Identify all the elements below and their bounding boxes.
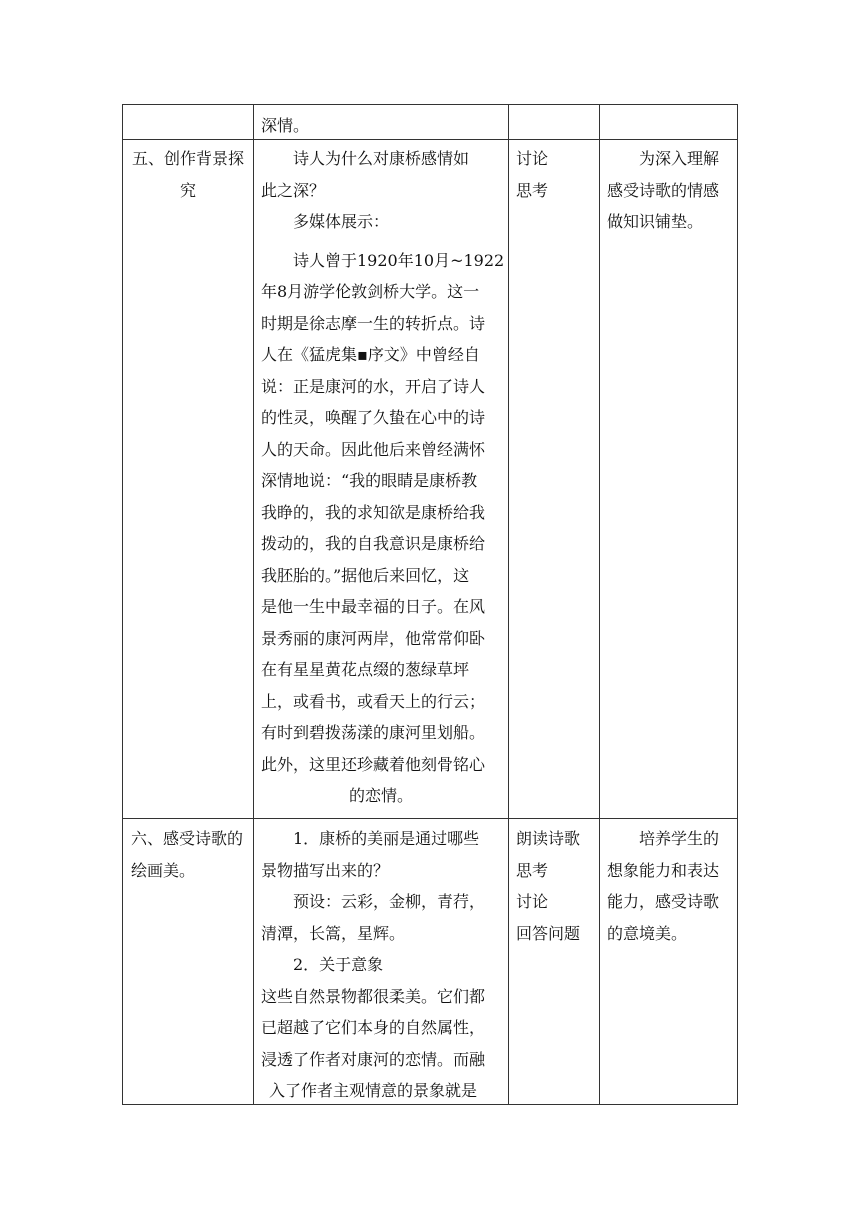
stage-cell — [123, 143, 253, 206]
activity-line: 讨论 — [516, 149, 549, 168]
intent-line: 想象能力和表达 — [607, 860, 720, 880]
activity-line: 回答问题 — [516, 923, 581, 943]
content-line: 景物描写出来的？ — [261, 860, 390, 880]
content-line: 已超越了它们本身的自然属性， — [261, 1018, 486, 1037]
background-text-line: 的恋情。 — [348, 786, 413, 805]
background-text-line: 上，或看书，或看天上的行云； — [261, 691, 486, 711]
background-text-line: 在有星星黄花点缀的葱绿草坪 — [261, 660, 470, 679]
content-line: 这些自然景物都很柔美。它们都 — [261, 986, 486, 1006]
content-line: 深情。 — [261, 116, 310, 135]
background-text-line: 诗人曾于1920年10月~1922 — [293, 250, 505, 270]
background-text-line: 我胚胎的。”据他后来回忆，这 — [261, 565, 470, 585]
background-text-line: 是他一生中最幸福的日子。在风 — [261, 597, 486, 616]
background-text-line: 说：正是康河的水，开启了诗人 — [261, 376, 486, 396]
background-text-line: 人的天命。因此他后来曾经满怀 — [261, 439, 486, 459]
activity-cell — [516, 143, 596, 206]
activity-line: 朗读诗歌 — [516, 829, 581, 848]
stage-line: 六、感受诗歌的 — [131, 829, 244, 848]
background-text-line: 拨动的，我的自我意识是康桥给 — [261, 534, 486, 553]
activity-line: 讨论 — [516, 892, 549, 911]
multimedia-label: 多媒体展示： — [293, 212, 390, 231]
stage-cell — [131, 823, 253, 886]
intent-line: 感受诗歌的情感 — [607, 180, 720, 200]
activity-cell — [516, 823, 596, 949]
intent-line: 做知识铺垫。 — [607, 212, 704, 231]
background-text-line: 我睁的，我的求知欲是康桥给我 — [261, 502, 486, 522]
intent-line: 为深入理解 — [639, 149, 720, 168]
intent-line: 的意境美。 — [607, 923, 688, 943]
activity-line: 思考 — [516, 860, 549, 880]
background-text-line: 的性灵，唤醒了久蛰在心中的诗 — [261, 408, 486, 427]
intent-cell — [607, 823, 737, 949]
content-line: 入了作者主观情意的景象就是 — [269, 1081, 478, 1100]
column-divider — [599, 105, 600, 1104]
content-line: 浸透了作者对康河的恋情。而融 — [261, 1049, 486, 1069]
background-text-line: 深情地说：“我的眼睛是康桥教 — [261, 471, 478, 490]
content-line: 1．康桥的美丽是通过哪些 — [293, 829, 480, 848]
lesson-plan-table — [122, 104, 738, 1105]
stage-line: 究 — [179, 180, 196, 200]
background-text-line: 有时到碧拨荡漾的康河里划船。 — [261, 723, 486, 742]
intent-line: 能力，感受诗歌 — [607, 892, 720, 911]
background-text-line: 人在《猛虎集▪序文》中曾经自 — [261, 345, 480, 364]
intent-cell — [607, 143, 737, 238]
content-cell — [261, 143, 505, 812]
background-text-line: 此外，这里还珍藏着他刻骨铭心 — [261, 754, 486, 774]
background-text-line: 时期是徐志摩一生的转折点。诗 — [261, 313, 486, 333]
row-divider — [123, 818, 737, 819]
content-line: 预设：云彩，金柳，青荇， — [293, 892, 486, 911]
stage-line: 绘画美。 — [131, 860, 196, 880]
content-line: 2．关于意象 — [293, 955, 384, 974]
question-line: 诗人为什么对康桥感情如 — [293, 149, 470, 168]
intent-line: 培养学生的 — [639, 829, 720, 848]
background-text-line: 年8月游学伦敦剑桥大学。这一 — [261, 282, 480, 301]
content-cell — [261, 823, 501, 1107]
background-text-line: 景秀丽的康河两岸，他常常仰卧 — [261, 628, 486, 648]
content-line: 清潭，长篙，星辉。 — [261, 923, 406, 943]
stage-line: 五、创作背景探 — [131, 149, 244, 168]
activity-line: 思考 — [516, 180, 549, 200]
content-cell — [261, 110, 501, 142]
question-line: 此之深？ — [261, 180, 326, 200]
column-divider — [508, 105, 509, 1104]
column-divider — [253, 105, 254, 1104]
